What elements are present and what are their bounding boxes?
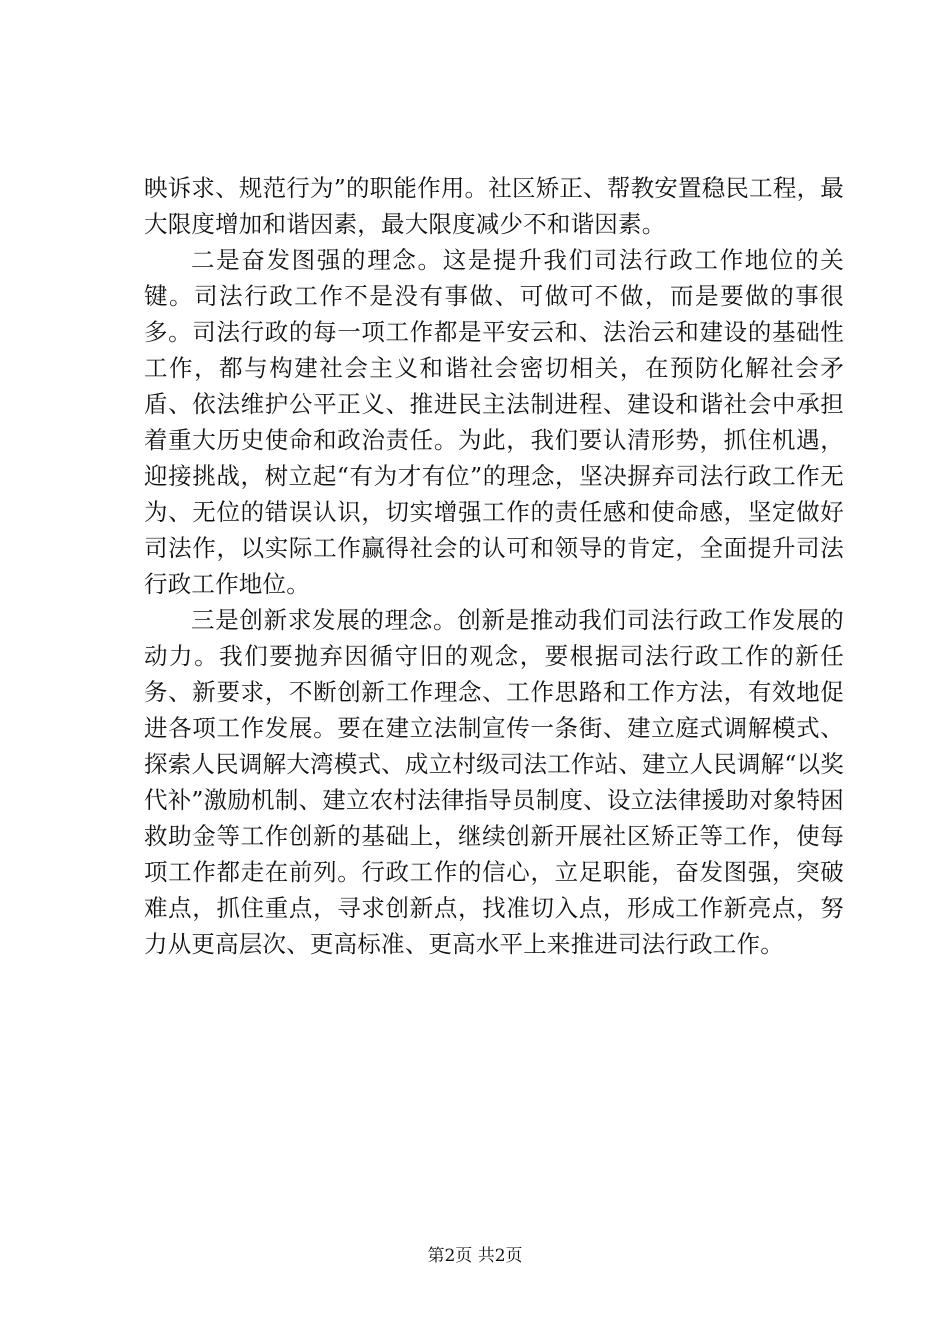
paragraph-second-concept: 二是奋发图强的理念。这是提升我们司法行政工作地位的关键。司法行政工作不是没有事做、可做可不做，而是要做的事很多。司法行政的每一项工作都是平安云和、法治云和建设的基础性工作，都与构建社会主义和谐社会密切相关，在预防化解社会矛盾、依法维护公平正义、推进民主法制进程、建设和谐社会中承担着重大历史使命和政治责任。为此，我们要认清形势，抓住机遇，迎接挑战，树立起“有为才有位”的理念，坚决摒弃司法行政工作无为、无位的错误认识，切实增强工作的责任感和使命感，坚定做好司法作，以实际工作赢得社会的认可和领导的肯定，全面提升司法行政工作地位。 xyxy=(144,246,844,598)
page-number-footer: 第2页 共2页 xyxy=(427,1246,523,1266)
paragraph-third-concept: 三是创新求发展的理念。创新是推动我们司法行政工作发展的动力。我们要抛弃因循守旧的观念，要根据司法行政工作的新任务、新要求，不断创新工作理念、工作思路和工作方法，有效地促进各项工作发展。要在建立法制宣传一条街、建立庭式调解模式、探索人民调解大湾模式、成立村级司法工作站、建立人民调解“以奖代补”激励机制、建立农村法律指导员制度、设立法律援助对象特困救助金等工作创新的基础上，继续创新开展社区矫正等工作，使每项工作都走在前列。行政工作的信心，立足职能，奋发图强，突破难点，抓住重点，寻求创新点，找准切入点，形成工作新亮点，努力从更高层次、更高标准、更高水平上来推进司法行政工作。 xyxy=(144,606,844,958)
document-body xyxy=(144,170,844,962)
paragraph-continuation: 映诉求、规范行为”的职能作用。社区矫正、帮教安置稳民工程，最大限度增加和谐因素，最大限度减少不和谐因素。 xyxy=(144,174,844,238)
